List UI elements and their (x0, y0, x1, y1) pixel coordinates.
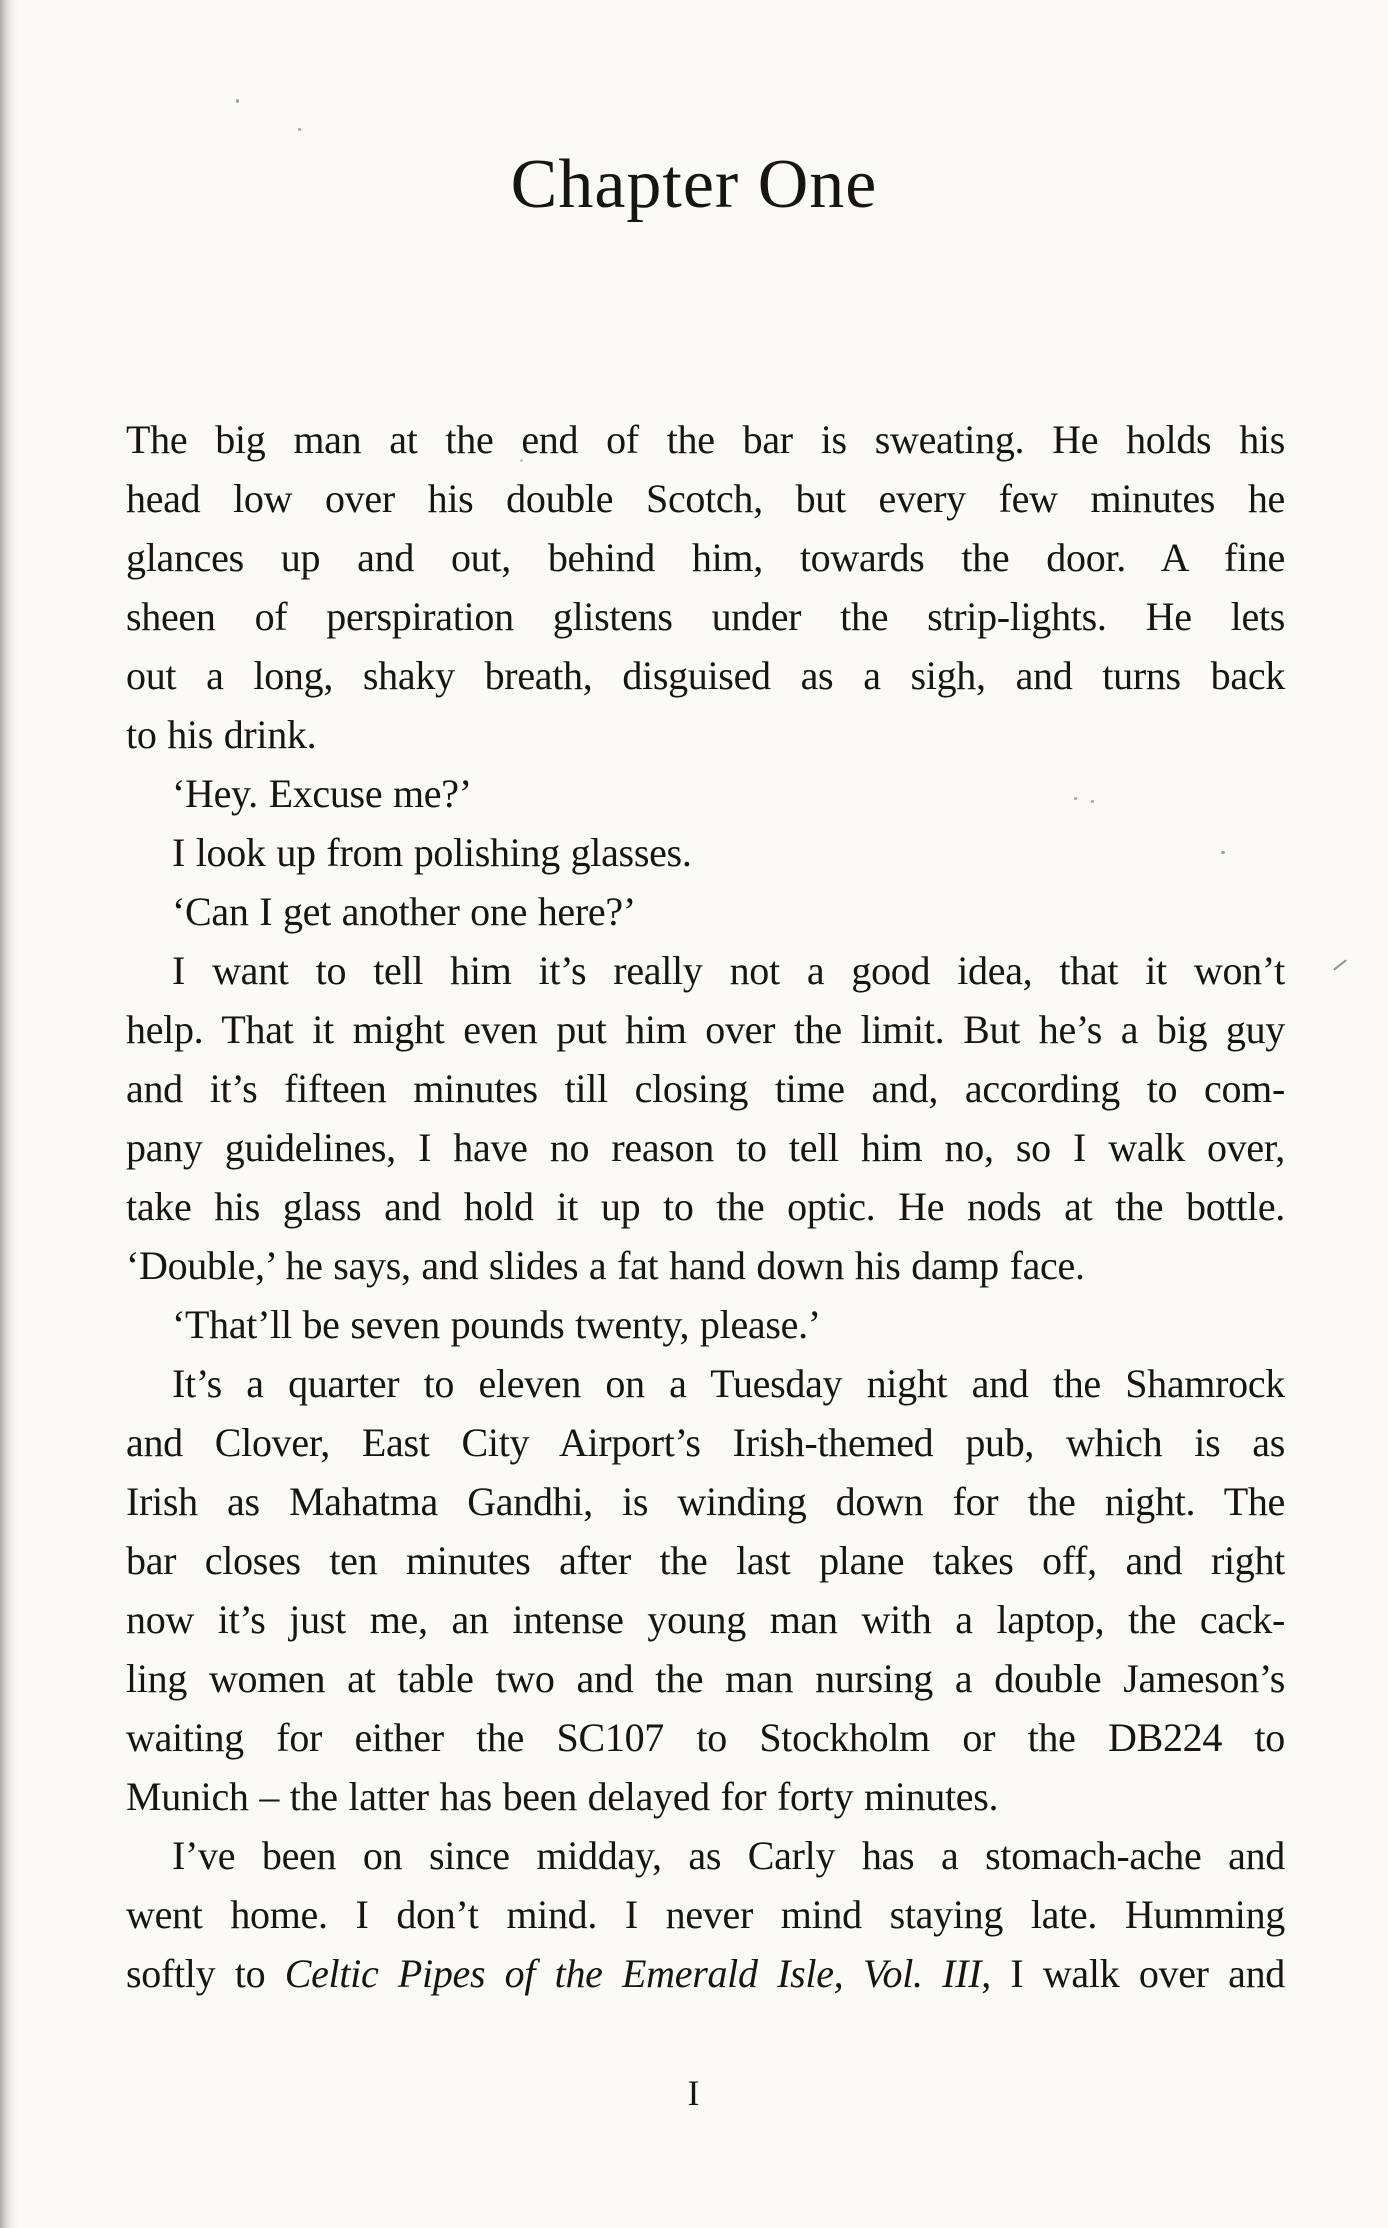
text-segment: ‘Can I get another one here?’ (172, 889, 636, 934)
text-segment: now it’s just me, an intense young man with a laptop, the cack- (126, 1597, 1285, 1642)
text-line (126, 646, 1285, 705)
chapter-title: Chapter One (510, 146, 878, 223)
page-number: I (687, 2073, 701, 2113)
text-line (126, 1118, 1285, 1177)
text-segment: I want to tell him it’s really not a good idea, that it won’t (172, 948, 1285, 993)
text-line (126, 587, 1285, 646)
text-segment: I look up from polishing glasses. (172, 830, 692, 875)
text-line (126, 1295, 1285, 1354)
text-segment: ‘Hey. Excuse me?’ (172, 771, 472, 816)
text-segment: The big man at the end of the bar is sweating. He holds his (126, 417, 1285, 462)
text-segment: went home. I don’t mind. I never mind staying late. Humming (126, 1892, 1285, 1937)
text-line (126, 528, 1285, 587)
text-line (126, 410, 1285, 469)
text-line (126, 1590, 1285, 1649)
text-segment: to his drink. (126, 712, 317, 757)
text-line (126, 1885, 1285, 1944)
text-line (126, 705, 1285, 764)
scan-speckle (298, 128, 301, 131)
text-line (126, 882, 1285, 941)
text-segment: take his glass and hold it up to the optic. He nods at the bottle. (126, 1184, 1285, 1229)
text-line (126, 823, 1285, 882)
text-line (126, 1944, 1285, 2003)
text-segment: sheen of perspiration glistens under the strip-lights. He lets (126, 594, 1285, 639)
text-segment: glances up and out, behind him, towards the door. A fine (126, 535, 1285, 580)
text-line (126, 1059, 1285, 1118)
text-line (126, 1413, 1285, 1472)
text-line (126, 1354, 1285, 1413)
text-segment: ‘Double,’ he says, and slides a fat hand down his damp face. (126, 1243, 1085, 1288)
text-line (126, 1826, 1285, 1885)
text-segment: ‘That’ll be seven pounds twenty, please.’ (172, 1302, 821, 1347)
text-line (126, 1000, 1285, 1059)
italic-text-segment: Celtic Pipes of the Emerald Isle, Vol. III (284, 1951, 982, 1996)
body-text (126, 410, 1285, 2003)
text-segment: and it’s fifteen minutes till closing time and, according to com- (126, 1066, 1285, 1111)
text-segment: Munich – the latter has been delayed for forty minutes. (126, 1774, 999, 1819)
text-line (126, 1177, 1285, 1236)
scan-speckle (236, 99, 239, 103)
scan-scratch-mark (1333, 959, 1347, 970)
text-segment: bar closes ten minutes after the last plane takes off, and right (126, 1538, 1285, 1583)
text-line (126, 1708, 1285, 1767)
text-line (126, 1649, 1285, 1708)
text-line (126, 941, 1285, 1000)
text-segment: help. That it might even put him over the limit. But he’s a big guy (126, 1007, 1285, 1052)
text-line (126, 1531, 1285, 1590)
text-segment: out a long, shaky breath, disguised as a sigh, and turns back (126, 653, 1285, 698)
text-segment: softly to (126, 1951, 285, 1996)
text-segment: ling women at table two and the man nursing a double Jameson’s (126, 1656, 1285, 1701)
text-segment: , I walk over and (981, 1951, 1285, 1996)
text-segment: head low over his double Scotch, but every few minutes he (126, 476, 1285, 521)
text-segment: Irish as Mahatma Gandhi, is winding down for the night. The (126, 1479, 1285, 1524)
text-line (126, 469, 1285, 528)
text-line (126, 1236, 1285, 1295)
text-segment: waiting for either the SC107 to Stockholm or the DB224 to (126, 1715, 1285, 1760)
scan-edge-shadow (0, 0, 18, 2228)
text-line (126, 1472, 1285, 1531)
text-segment: I’ve been on since midday, as Carly has a stomach-ache and (172, 1833, 1285, 1878)
text-segment: It’s a quarter to eleven on a Tuesday night and the Shamrock (172, 1361, 1285, 1406)
text-segment: pany guidelines, I have no reason to tell him no, so I walk over, (126, 1125, 1285, 1170)
text-line (126, 1767, 1285, 1826)
text-segment: and Clover, East City Airport’s Irish-themed pub, which is as (126, 1420, 1285, 1465)
text-line (126, 764, 1285, 823)
